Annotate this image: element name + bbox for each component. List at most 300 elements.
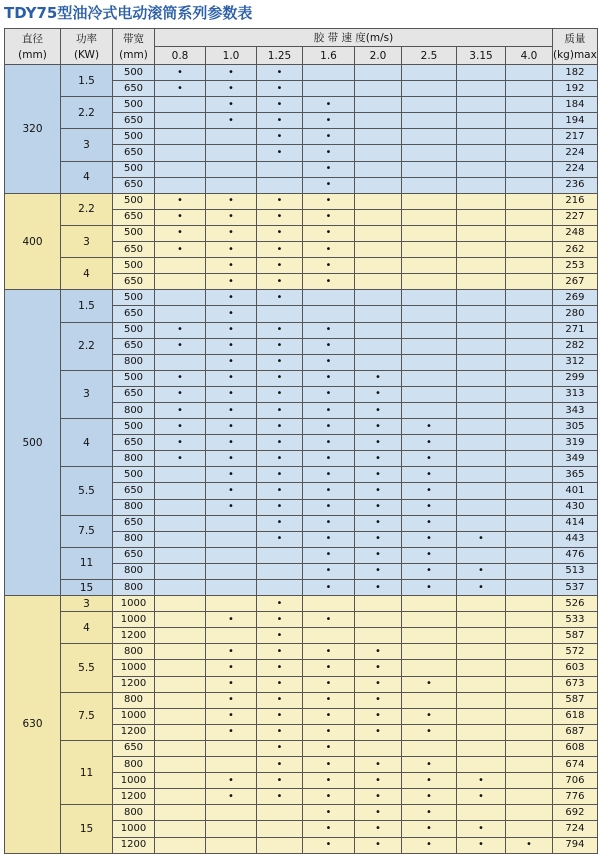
speed-available-dot: •	[257, 596, 303, 612]
speed-available-dot: •	[303, 563, 355, 579]
speed-available-dot: •	[206, 274, 257, 290]
mass-cell: 248	[553, 225, 598, 241]
speed-available-dot: •	[206, 386, 257, 402]
speed-available-dot: •	[206, 612, 257, 628]
speed-available-dot: •	[303, 805, 355, 821]
speed-empty-cell	[506, 451, 553, 467]
table-row	[5, 467, 598, 483]
speed-available-dot: •	[155, 402, 206, 418]
speed-available-dot: •	[257, 113, 303, 129]
width-cell: 500	[113, 322, 155, 338]
width-header-label: 带宽	[123, 32, 144, 45]
speed-available-dot: •	[206, 65, 257, 81]
speed-empty-cell	[355, 740, 402, 756]
width-cell: 650	[113, 209, 155, 225]
diameter-cell: 630	[5, 596, 61, 854]
table-row	[5, 644, 598, 660]
speed-available-dot: •	[303, 145, 355, 161]
speed-empty-cell	[457, 274, 506, 290]
table-row	[5, 692, 598, 708]
mass-cell: 262	[553, 242, 598, 258]
speed-available-dot: •	[206, 435, 257, 451]
speed-empty-cell	[206, 837, 257, 853]
speed-empty-cell	[155, 724, 206, 740]
speed-available-dot: •	[355, 821, 402, 837]
speed-empty-cell	[457, 708, 506, 724]
speed-empty-cell	[457, 81, 506, 97]
speed-available-dot: •	[457, 531, 506, 547]
speed-empty-cell	[457, 515, 506, 531]
table-row	[5, 515, 598, 531]
power-header	[61, 29, 113, 65]
width-cell: 1200	[113, 724, 155, 740]
speed-available-dot: •	[206, 467, 257, 483]
width-cell: 650	[113, 515, 155, 531]
mass-cell: 182	[553, 65, 598, 81]
speed-available-dot: •	[303, 258, 355, 274]
power-cell: 4	[61, 419, 113, 467]
diameter-header-label: 直径	[22, 32, 43, 45]
table-row	[5, 258, 598, 274]
width-cell: 500	[113, 258, 155, 274]
speed-available-dot: •	[402, 435, 457, 451]
speed-available-dot: •	[257, 65, 303, 81]
diameter-cell: 320	[5, 65, 61, 194]
speed-empty-cell	[457, 322, 506, 338]
mass-cell: 587	[553, 692, 598, 708]
speed-empty-cell	[457, 596, 506, 612]
speed-empty-cell	[303, 306, 355, 322]
width-cell: 500	[113, 467, 155, 483]
width-cell: 500	[113, 370, 155, 386]
speed-empty-cell	[506, 740, 553, 756]
speed-empty-cell	[457, 145, 506, 161]
mass-cell: 227	[553, 209, 598, 225]
speed-empty-cell	[355, 628, 402, 644]
speed-empty-cell	[457, 225, 506, 241]
speed-available-dot: •	[303, 773, 355, 789]
width-cell: 650	[113, 81, 155, 97]
speed-available-dot: •	[355, 837, 402, 853]
speed-available-dot: •	[402, 821, 457, 837]
speed-available-dot: •	[303, 676, 355, 692]
speed-empty-cell	[155, 773, 206, 789]
mass-cell: 401	[553, 483, 598, 499]
speed-available-dot: •	[303, 692, 355, 708]
speed-empty-cell	[402, 258, 457, 274]
speed-available-dot: •	[402, 837, 457, 853]
width-cell: 500	[113, 225, 155, 241]
speed-empty-cell	[355, 97, 402, 113]
speed-empty-cell	[506, 386, 553, 402]
speed-empty-cell	[155, 177, 206, 193]
speed-available-dot: •	[355, 708, 402, 724]
speed-empty-cell	[457, 242, 506, 258]
width-cell: 800	[113, 692, 155, 708]
speed-empty-cell	[457, 258, 506, 274]
speed-empty-cell	[506, 419, 553, 435]
speed-available-dot: •	[257, 274, 303, 290]
width-cell: 500	[113, 419, 155, 435]
speed-available-dot: •	[402, 708, 457, 724]
speed-empty-cell	[155, 708, 206, 724]
speed-available-dot: •	[206, 724, 257, 740]
speed-available-dot: •	[303, 435, 355, 451]
speed-available-dot: •	[355, 419, 402, 435]
speed-empty-cell	[506, 177, 553, 193]
speed-empty-cell	[506, 225, 553, 241]
speed-empty-cell	[155, 354, 206, 370]
speed-empty-cell	[457, 290, 506, 306]
speed-empty-cell	[355, 290, 402, 306]
power-cell: 4	[61, 258, 113, 290]
speed-available-dot: •	[257, 435, 303, 451]
speed-available-dot: •	[155, 435, 206, 451]
speed-empty-cell	[155, 113, 206, 129]
speed-available-dot: •	[402, 515, 457, 531]
width-cell: 650	[113, 547, 155, 563]
speed-empty-cell	[506, 306, 553, 322]
table-row	[5, 97, 598, 113]
speed-empty-cell	[155, 499, 206, 515]
speed-empty-cell	[155, 805, 206, 821]
mass-cell: 513	[553, 563, 598, 579]
speed-empty-cell	[155, 740, 206, 756]
speed-available-dot: •	[257, 708, 303, 724]
speed-available-dot: •	[457, 563, 506, 579]
speed-empty-cell	[506, 161, 553, 177]
speed-column-header: 2.5	[402, 47, 457, 65]
speed-empty-cell	[155, 145, 206, 161]
speed-empty-cell	[402, 65, 457, 81]
speed-available-dot: •	[402, 547, 457, 563]
speed-available-dot: •	[206, 113, 257, 129]
speed-empty-cell	[355, 225, 402, 241]
table-row	[5, 161, 598, 177]
speed-available-dot: •	[206, 676, 257, 692]
speed-available-dot: •	[355, 724, 402, 740]
mass-cell: 414	[553, 515, 598, 531]
speed-available-dot: •	[303, 113, 355, 129]
speed-empty-cell	[457, 209, 506, 225]
speed-available-dot: •	[355, 547, 402, 563]
speed-empty-cell	[155, 596, 206, 612]
speed-empty-cell	[155, 97, 206, 113]
width-cell: 650	[113, 483, 155, 499]
speed-available-dot: •	[303, 322, 355, 338]
speed-empty-cell	[457, 370, 506, 386]
speed-empty-cell	[355, 242, 402, 258]
mass-cell: 319	[553, 435, 598, 451]
speed-empty-cell	[355, 274, 402, 290]
speed-empty-cell	[206, 129, 257, 145]
speed-available-dot: •	[257, 225, 303, 241]
speed-empty-cell	[257, 177, 303, 193]
speed-empty-cell	[155, 692, 206, 708]
speed-available-dot: •	[303, 789, 355, 805]
speed-empty-cell	[402, 161, 457, 177]
speed-available-dot: •	[257, 370, 303, 386]
speed-available-dot: •	[257, 724, 303, 740]
mass-cell: 587	[553, 628, 598, 644]
speed-available-dot: •	[355, 515, 402, 531]
speed-empty-cell	[506, 821, 553, 837]
power-cell: 2.2	[61, 193, 113, 225]
speed-available-dot: •	[257, 451, 303, 467]
speed-empty-cell	[457, 97, 506, 113]
speed-available-dot: •	[303, 97, 355, 113]
width-cell: 1200	[113, 789, 155, 805]
speed-available-dot: •	[402, 419, 457, 435]
speed-empty-cell	[457, 692, 506, 708]
speed-available-dot: •	[303, 161, 355, 177]
speed-empty-cell	[402, 740, 457, 756]
speed-available-dot: •	[402, 724, 457, 740]
speed-available-dot: •	[303, 837, 355, 853]
speed-empty-cell	[457, 676, 506, 692]
speed-empty-cell	[257, 580, 303, 596]
speed-available-dot: •	[257, 242, 303, 258]
speed-empty-cell	[402, 193, 457, 209]
speed-empty-cell	[155, 483, 206, 499]
mass-cell: 269	[553, 290, 598, 306]
speed-available-dot: •	[355, 451, 402, 467]
speed-empty-cell	[506, 435, 553, 451]
mass-cell: 430	[553, 499, 598, 515]
speed-available-dot: •	[206, 660, 257, 676]
speed-empty-cell	[206, 821, 257, 837]
speed-empty-cell	[402, 145, 457, 161]
speed-available-dot: •	[303, 499, 355, 515]
speed-available-dot: •	[257, 81, 303, 97]
speed-available-dot: •	[355, 660, 402, 676]
speed-empty-cell	[457, 467, 506, 483]
speed-empty-cell	[457, 419, 506, 435]
speed-available-dot: •	[402, 499, 457, 515]
speed-empty-cell	[402, 97, 457, 113]
width-cell: 800	[113, 805, 155, 821]
diameter-cell: 500	[5, 290, 61, 596]
power-cell: 3	[61, 129, 113, 161]
speed-empty-cell	[457, 740, 506, 756]
speed-empty-cell	[257, 306, 303, 322]
table-row	[5, 322, 598, 338]
speed-available-dot: •	[206, 193, 257, 209]
speed-empty-cell	[257, 547, 303, 563]
power-cell: 1.5	[61, 290, 113, 322]
speed-available-dot: •	[257, 290, 303, 306]
table-row	[5, 225, 598, 241]
speed-available-dot: •	[155, 419, 206, 435]
mass-cell: 282	[553, 338, 598, 354]
speed-empty-cell	[506, 467, 553, 483]
speed-empty-cell	[155, 644, 206, 660]
speed-available-dot: •	[303, 225, 355, 241]
speed-available-dot: •	[257, 258, 303, 274]
speed-available-dot: •	[355, 580, 402, 596]
diameter-cell: 400	[5, 193, 61, 290]
speed-available-dot: •	[257, 145, 303, 161]
mass-header-unit: (kg)max	[553, 48, 597, 61]
speed-available-dot: •	[303, 129, 355, 145]
speed-empty-cell	[303, 596, 355, 612]
speed-available-dot: •	[257, 322, 303, 338]
speed-available-dot: •	[355, 563, 402, 579]
speed-available-dot: •	[402, 757, 457, 773]
speed-available-dot: •	[155, 242, 206, 258]
speed-available-dot: •	[257, 515, 303, 531]
width-cell: 500	[113, 161, 155, 177]
speed-empty-cell	[457, 612, 506, 628]
speed-empty-cell	[457, 660, 506, 676]
mass-cell: 343	[553, 402, 598, 418]
speed-empty-cell	[506, 676, 553, 692]
width-cell: 1000	[113, 612, 155, 628]
speed-empty-cell	[355, 354, 402, 370]
width-header	[113, 29, 155, 65]
speed-empty-cell	[355, 145, 402, 161]
speed-empty-cell	[457, 547, 506, 563]
parameter-table	[4, 28, 598, 854]
mass-cell: 608	[553, 740, 598, 756]
width-cell: 500	[113, 290, 155, 306]
speed-empty-cell	[457, 483, 506, 499]
width-cell: 1200	[113, 676, 155, 692]
mass-cell: 192	[553, 81, 598, 97]
speed-available-dot: •	[303, 708, 355, 724]
width-cell: 1000	[113, 821, 155, 837]
mass-cell: 776	[553, 789, 598, 805]
speed-available-dot: •	[402, 483, 457, 499]
width-cell: 1200	[113, 837, 155, 853]
speed-available-dot: •	[402, 451, 457, 467]
speed-empty-cell	[355, 258, 402, 274]
speed-empty-cell	[402, 322, 457, 338]
speed-empty-cell	[402, 81, 457, 97]
speed-available-dot: •	[303, 531, 355, 547]
speed-available-dot: •	[206, 81, 257, 97]
speed-available-dot: •	[402, 805, 457, 821]
power-cell: 5.5	[61, 644, 113, 692]
mass-cell: 236	[553, 177, 598, 193]
speed-available-dot: •	[206, 258, 257, 274]
speed-available-dot: •	[303, 612, 355, 628]
width-cell: 650	[113, 306, 155, 322]
speed-available-dot: •	[257, 499, 303, 515]
speed-available-dot: •	[155, 65, 206, 81]
power-cell: 2.2	[61, 97, 113, 129]
table-body	[5, 65, 598, 854]
speed-empty-cell	[402, 692, 457, 708]
speed-empty-cell	[506, 322, 553, 338]
speed-empty-cell	[206, 740, 257, 756]
speed-available-dot: •	[206, 419, 257, 435]
speed-empty-cell	[303, 290, 355, 306]
mass-cell: 299	[553, 370, 598, 386]
speed-available-dot: •	[355, 757, 402, 773]
speed-available-dot: •	[257, 740, 303, 756]
speed-available-dot: •	[402, 773, 457, 789]
speed-empty-cell	[506, 65, 553, 81]
speed-available-dot: •	[355, 773, 402, 789]
power-cell: 11	[61, 740, 113, 804]
speed-empty-cell	[506, 290, 553, 306]
speed-empty-cell	[457, 338, 506, 354]
speed-available-dot: •	[257, 644, 303, 660]
speed-available-dot: •	[402, 563, 457, 579]
mass-cell: 692	[553, 805, 598, 821]
speed-empty-cell	[402, 177, 457, 193]
speed-available-dot: •	[257, 386, 303, 402]
width-cell: 800	[113, 499, 155, 515]
speed-available-dot: •	[257, 338, 303, 354]
speed-empty-cell	[257, 563, 303, 579]
mass-cell: 305	[553, 419, 598, 435]
speed-available-dot: •	[355, 805, 402, 821]
speed-available-dot: •	[303, 580, 355, 596]
speed-available-dot: •	[303, 821, 355, 837]
speed-available-dot: •	[257, 660, 303, 676]
speed-empty-cell	[402, 290, 457, 306]
mass-cell: 618	[553, 708, 598, 724]
speed-header: 胶 带 速 度(m/s)	[155, 29, 553, 47]
speed-available-dot: •	[206, 290, 257, 306]
speed-available-dot: •	[303, 644, 355, 660]
speed-empty-cell	[457, 306, 506, 322]
speed-empty-cell	[155, 580, 206, 596]
speed-empty-cell	[355, 161, 402, 177]
speed-available-dot: •	[155, 338, 206, 354]
mass-cell: 365	[553, 467, 598, 483]
speed-available-dot: •	[206, 242, 257, 258]
speed-empty-cell	[155, 129, 206, 145]
speed-empty-cell	[506, 354, 553, 370]
speed-empty-cell	[506, 724, 553, 740]
speed-empty-cell	[506, 628, 553, 644]
power-cell: 3	[61, 370, 113, 418]
width-cell: 800	[113, 531, 155, 547]
speed-empty-cell	[506, 644, 553, 660]
speed-empty-cell	[206, 757, 257, 773]
speed-empty-cell	[355, 129, 402, 145]
power-header-unit: (KW)	[73, 48, 100, 61]
speed-available-dot: •	[206, 209, 257, 225]
speed-empty-cell	[355, 209, 402, 225]
width-cell: 650	[113, 177, 155, 193]
table-row	[5, 580, 598, 596]
speed-empty-cell	[155, 563, 206, 579]
table-row	[5, 290, 598, 306]
speed-available-dot: •	[457, 580, 506, 596]
table-row	[5, 805, 598, 821]
mass-cell: 706	[553, 773, 598, 789]
speed-available-dot: •	[355, 402, 402, 418]
speed-empty-cell	[402, 242, 457, 258]
width-cell: 650	[113, 435, 155, 451]
table-row	[5, 370, 598, 386]
speed-empty-cell	[355, 322, 402, 338]
mass-cell: 313	[553, 386, 598, 402]
speed-empty-cell	[155, 531, 206, 547]
speed-available-dot: •	[402, 531, 457, 547]
mass-cell: 224	[553, 161, 598, 177]
speed-available-dot: •	[155, 225, 206, 241]
power-cell: 3	[61, 596, 113, 612]
speed-empty-cell	[257, 805, 303, 821]
speed-available-dot: •	[303, 757, 355, 773]
mass-cell: 724	[553, 821, 598, 837]
table-row	[5, 596, 598, 612]
